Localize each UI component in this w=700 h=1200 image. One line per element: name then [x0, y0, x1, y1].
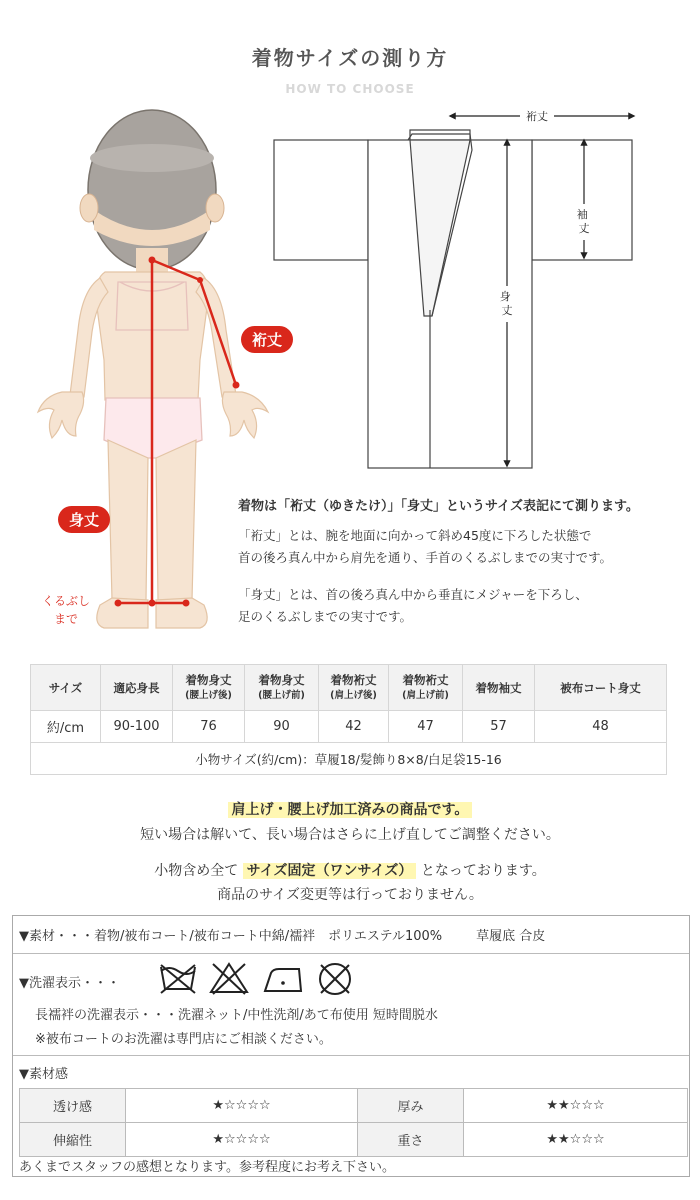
table-cell: 約/cm [31, 711, 101, 743]
header-main: 着物身丈 [258, 672, 305, 687]
table-cell: 90 [245, 711, 319, 743]
header-main: 着物身丈 [185, 672, 232, 687]
ankle-label-line2: まで [53, 612, 78, 626]
page-title: 着物サイズの測り方 [251, 46, 449, 70]
sode-char-2: 丈 [578, 222, 590, 235]
header-cell [319, 665, 389, 711]
mi-char-1: 身 [499, 290, 511, 303]
header-cell [173, 665, 245, 711]
mi-explanation [238, 584, 688, 628]
texture-row [13, 1056, 689, 1177]
wash-instructions: 長襦袢の洗濯表示・・・洗濯ネット/中性洗剤/あて布使用 短時間脱水 [35, 1008, 438, 1023]
mi-char-2: 丈 [501, 304, 513, 317]
header-main: 適応身長 [113, 680, 160, 695]
accessory-size-row [31, 743, 667, 775]
header-main: 着物袖丈 [475, 680, 522, 695]
note-adjust: 短い場合は解いて、長い場合はさらに上げ直してご調整ください。 [140, 827, 560, 843]
wash-row [13, 954, 689, 1056]
ankle-label-line1: くるぶし [41, 594, 90, 608]
yuki-explanation-line2: 首の後ろ真ん中から肩先を通り、手首のくるぶしまでの実寸です。 [238, 550, 613, 565]
yuki-dimension-label: 裄丈 [526, 110, 548, 123]
texture-label: ▼素材感 [19, 1067, 68, 1082]
hand-wash-prohibited-icon [161, 965, 195, 993]
header-main: 着物裄丈 [330, 672, 377, 687]
header-main: 被布コート身丈 [560, 680, 641, 695]
material-text: ▼素材・・・着物/被布コート/被布コート中綿/襦袢 ポリエステル100% [19, 929, 443, 944]
table-cell: 90-100 [101, 711, 173, 743]
wash-note: ※被布コートのお洗濯は専門店にご相談ください。 [35, 1032, 332, 1047]
material-sub-text: 草履底 合皮 [476, 929, 546, 944]
table-cell: 47 [389, 711, 463, 743]
header-cell [245, 665, 319, 711]
bleach-prohibited-icon [211, 964, 247, 994]
header-cell [389, 665, 463, 711]
size-table-header [31, 665, 667, 711]
texture-cell-rating: ★☆☆☆☆ [126, 1089, 358, 1123]
size-table-row [31, 711, 667, 743]
yuki-explanation [238, 525, 688, 569]
yuki-explanation-line1: 「裄丈」とは、腕を地面に向かって斜め45度に下ろした状態で [238, 528, 592, 543]
table-cell: 42 [319, 711, 389, 743]
header-main: 着物裄丈 [402, 672, 449, 687]
wash-icons [157, 959, 367, 999]
header-cell [535, 665, 667, 711]
texture-cell-rating: ★★☆☆☆ [464, 1123, 688, 1157]
note-processed [0, 799, 700, 819]
table-cell: 76 [173, 711, 245, 743]
header-main: サイズ [48, 680, 83, 695]
yuki-badge: 裄丈 [241, 326, 293, 353]
header-sub: (肩上げ後) [330, 689, 377, 701]
mi-explanation-line2: 足のくるぶしまでの実寸です。 [238, 609, 413, 624]
note-fixed-highlight: サイズ固定（ワンサイズ） [243, 863, 417, 879]
sode-char-1: 袖 [576, 208, 588, 221]
texture-cell-label: 伸縮性 [20, 1123, 126, 1157]
note-fixed-post: となっております。 [420, 863, 546, 879]
size-table [30, 664, 667, 775]
texture-table-row [20, 1123, 688, 1157]
explanation-heading: 着物は「裄丈（ゆきたけ）」「身丈」というサイズ表記にて測ります。 [238, 499, 639, 514]
header-sub: (腰上げ前) [258, 689, 305, 701]
header-cell [31, 665, 101, 711]
product-info-box [12, 915, 690, 1177]
note-processed-highlight: 肩上げ・腰上げ加工済みの商品です。 [228, 802, 473, 818]
accessory-size-text: 小物サイズ(約/cm)：草履18/髪飾り8×8/白足袋15-16 [31, 743, 667, 775]
material-row [13, 916, 689, 954]
header-sub: (肩上げ前) [402, 689, 449, 701]
mi-explanation-line1: 「身丈」とは、首の後ろ真ん中から垂直にメジャーを下ろし、 [238, 587, 588, 602]
texture-cell-label: 重さ [358, 1123, 464, 1157]
texture-cell-rating: ★★☆☆☆ [464, 1089, 688, 1123]
mi-badge: 身丈 [58, 506, 110, 533]
iron-low-icon [265, 969, 301, 991]
header-cell [101, 665, 173, 711]
table-cell: 57 [463, 711, 535, 743]
note-fixed-pre: 小物含め全て [154, 863, 239, 879]
texture-table-row [20, 1089, 688, 1123]
texture-cell-label: 厚み [358, 1089, 464, 1123]
texture-cell-rating: ★☆☆☆☆ [126, 1123, 358, 1157]
note-no-change: 商品のサイズ変更等は行っておりません。 [217, 887, 483, 903]
texture-table [19, 1088, 688, 1157]
table-cell: 48 [535, 711, 667, 743]
wash-label: ▼洗濯表示・・・ [19, 976, 120, 991]
texture-cell-label: 透け感 [20, 1089, 126, 1123]
header-cell [463, 665, 535, 711]
note-fixed-size [0, 860, 700, 880]
mi-dimension-label [500, 290, 515, 317]
kimono-diagram [274, 130, 632, 468]
page-subtitle: HOW TO CHOOSE [285, 82, 415, 96]
dry-clean-prohibited-icon [320, 964, 350, 994]
ankle-label [32, 592, 100, 628]
header-sub: (腰上げ後) [185, 689, 232, 701]
texture-note: あくまでスタッフの感想となります。参考程度にお考え下さい。 [19, 1160, 395, 1175]
